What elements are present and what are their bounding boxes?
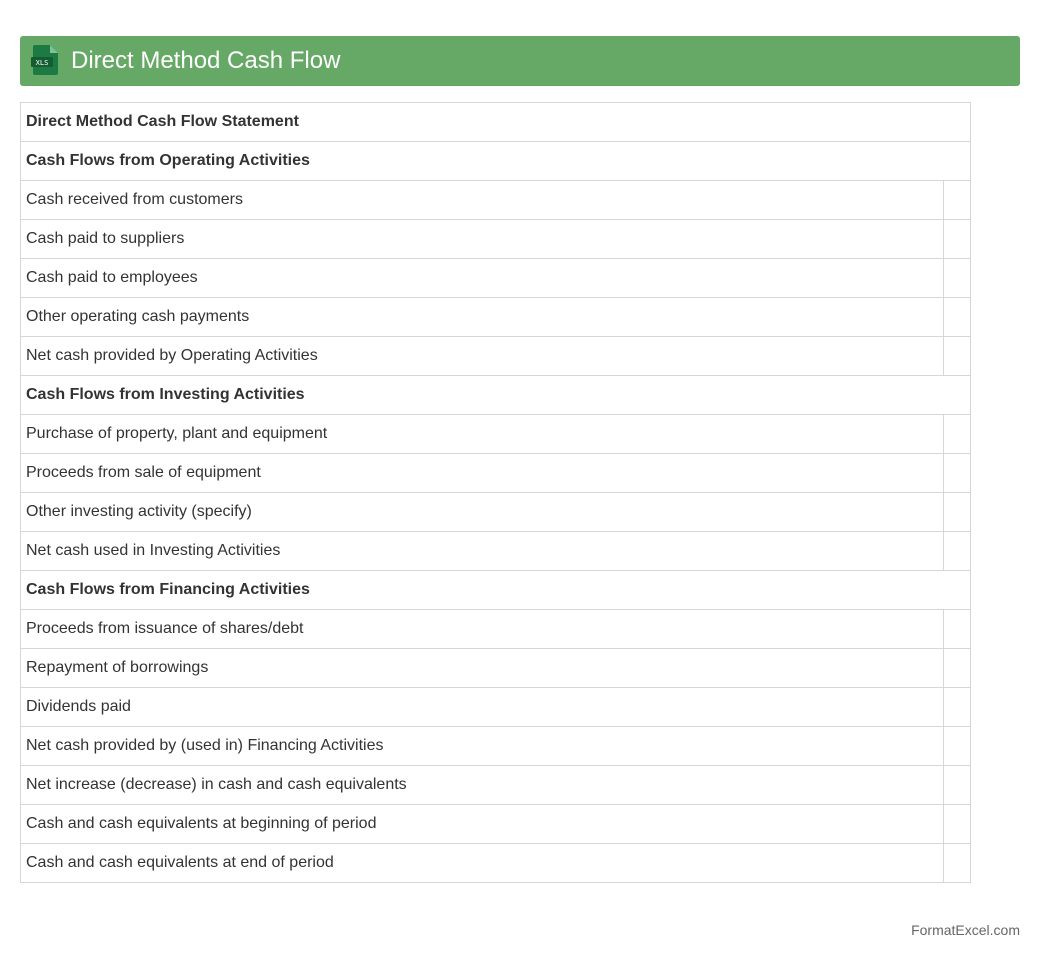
amount-cell[interactable] bbox=[944, 688, 971, 727]
table-row bbox=[21, 532, 971, 571]
row-label-cell[interactable]: Cash received from customers bbox=[21, 181, 944, 220]
page-header bbox=[20, 36, 1020, 86]
cash-flow-table bbox=[20, 102, 971, 883]
row-label-cell[interactable]: Other operating cash payments bbox=[21, 298, 944, 337]
amount-cell[interactable] bbox=[944, 493, 971, 532]
section-header-cell[interactable]: Cash Flows from Investing Activities bbox=[21, 376, 971, 415]
section-header-row bbox=[21, 142, 971, 181]
amount-cell[interactable] bbox=[944, 727, 971, 766]
row-label-cell[interactable]: Proceeds from issuance of shares/debt bbox=[21, 610, 944, 649]
row-label-cell[interactable]: Cash paid to employees bbox=[21, 259, 944, 298]
amount-cell[interactable] bbox=[944, 415, 971, 454]
amount-cell[interactable] bbox=[944, 532, 971, 571]
table-row bbox=[21, 649, 971, 688]
page-title: Direct Method Cash Flow bbox=[71, 47, 341, 74]
amount-cell[interactable] bbox=[944, 454, 971, 493]
amount-cell[interactable] bbox=[944, 844, 971, 883]
amount-cell[interactable] bbox=[944, 337, 971, 376]
table-row bbox=[21, 337, 971, 376]
row-label-cell[interactable]: Other investing activity (specify) bbox=[21, 493, 944, 532]
table-row bbox=[21, 220, 971, 259]
table-row bbox=[21, 688, 971, 727]
amount-cell[interactable] bbox=[944, 610, 971, 649]
table-row bbox=[21, 766, 971, 805]
section-header-row bbox=[21, 103, 971, 142]
row-label-cell[interactable]: Purchase of property, plant and equipment bbox=[21, 415, 944, 454]
xls-icon-label: XLS bbox=[35, 59, 49, 67]
xls-file-icon bbox=[31, 45, 59, 75]
section-header-cell[interactable]: Direct Method Cash Flow Statement bbox=[21, 103, 971, 142]
row-label-cell[interactable]: Net cash used in Investing Activities bbox=[21, 532, 944, 571]
table-row bbox=[21, 610, 971, 649]
row-label-cell[interactable]: Net increase (decrease) in cash and cash equivalents bbox=[21, 766, 944, 805]
amount-cell[interactable] bbox=[944, 649, 971, 688]
table-row bbox=[21, 298, 971, 337]
row-label-cell[interactable]: Cash and cash equivalents at end of period bbox=[21, 844, 944, 883]
footer-credit: FormatExcel.com bbox=[911, 922, 1020, 938]
table-row bbox=[21, 805, 971, 844]
row-label-cell[interactable]: Repayment of borrowings bbox=[21, 649, 944, 688]
amount-cell[interactable] bbox=[944, 805, 971, 844]
table-row bbox=[21, 844, 971, 883]
table-row bbox=[21, 259, 971, 298]
amount-cell[interactable] bbox=[944, 766, 971, 805]
row-label-cell[interactable]: Cash and cash equivalents at beginning of period bbox=[21, 805, 944, 844]
row-label-cell[interactable]: Net cash provided by Operating Activities bbox=[21, 337, 944, 376]
section-header-cell[interactable]: Cash Flows from Financing Activities bbox=[21, 571, 971, 610]
table-row bbox=[21, 727, 971, 766]
row-label-cell[interactable]: Proceeds from sale of equipment bbox=[21, 454, 944, 493]
amount-cell[interactable] bbox=[944, 298, 971, 337]
section-header-row bbox=[21, 571, 971, 610]
row-label-cell[interactable]: Cash paid to suppliers bbox=[21, 220, 944, 259]
amount-cell[interactable] bbox=[944, 220, 971, 259]
row-label-cell[interactable]: Dividends paid bbox=[21, 688, 944, 727]
amount-cell[interactable] bbox=[944, 181, 971, 220]
row-label-cell[interactable]: Net cash provided by (used in) Financing Activities bbox=[21, 727, 944, 766]
section-header-row bbox=[21, 376, 971, 415]
table-row bbox=[21, 454, 971, 493]
amount-cell[interactable] bbox=[944, 259, 971, 298]
section-header-cell[interactable]: Cash Flows from Operating Activities bbox=[21, 142, 971, 181]
table-row bbox=[21, 181, 971, 220]
table-row bbox=[21, 415, 971, 454]
table-row bbox=[21, 493, 971, 532]
